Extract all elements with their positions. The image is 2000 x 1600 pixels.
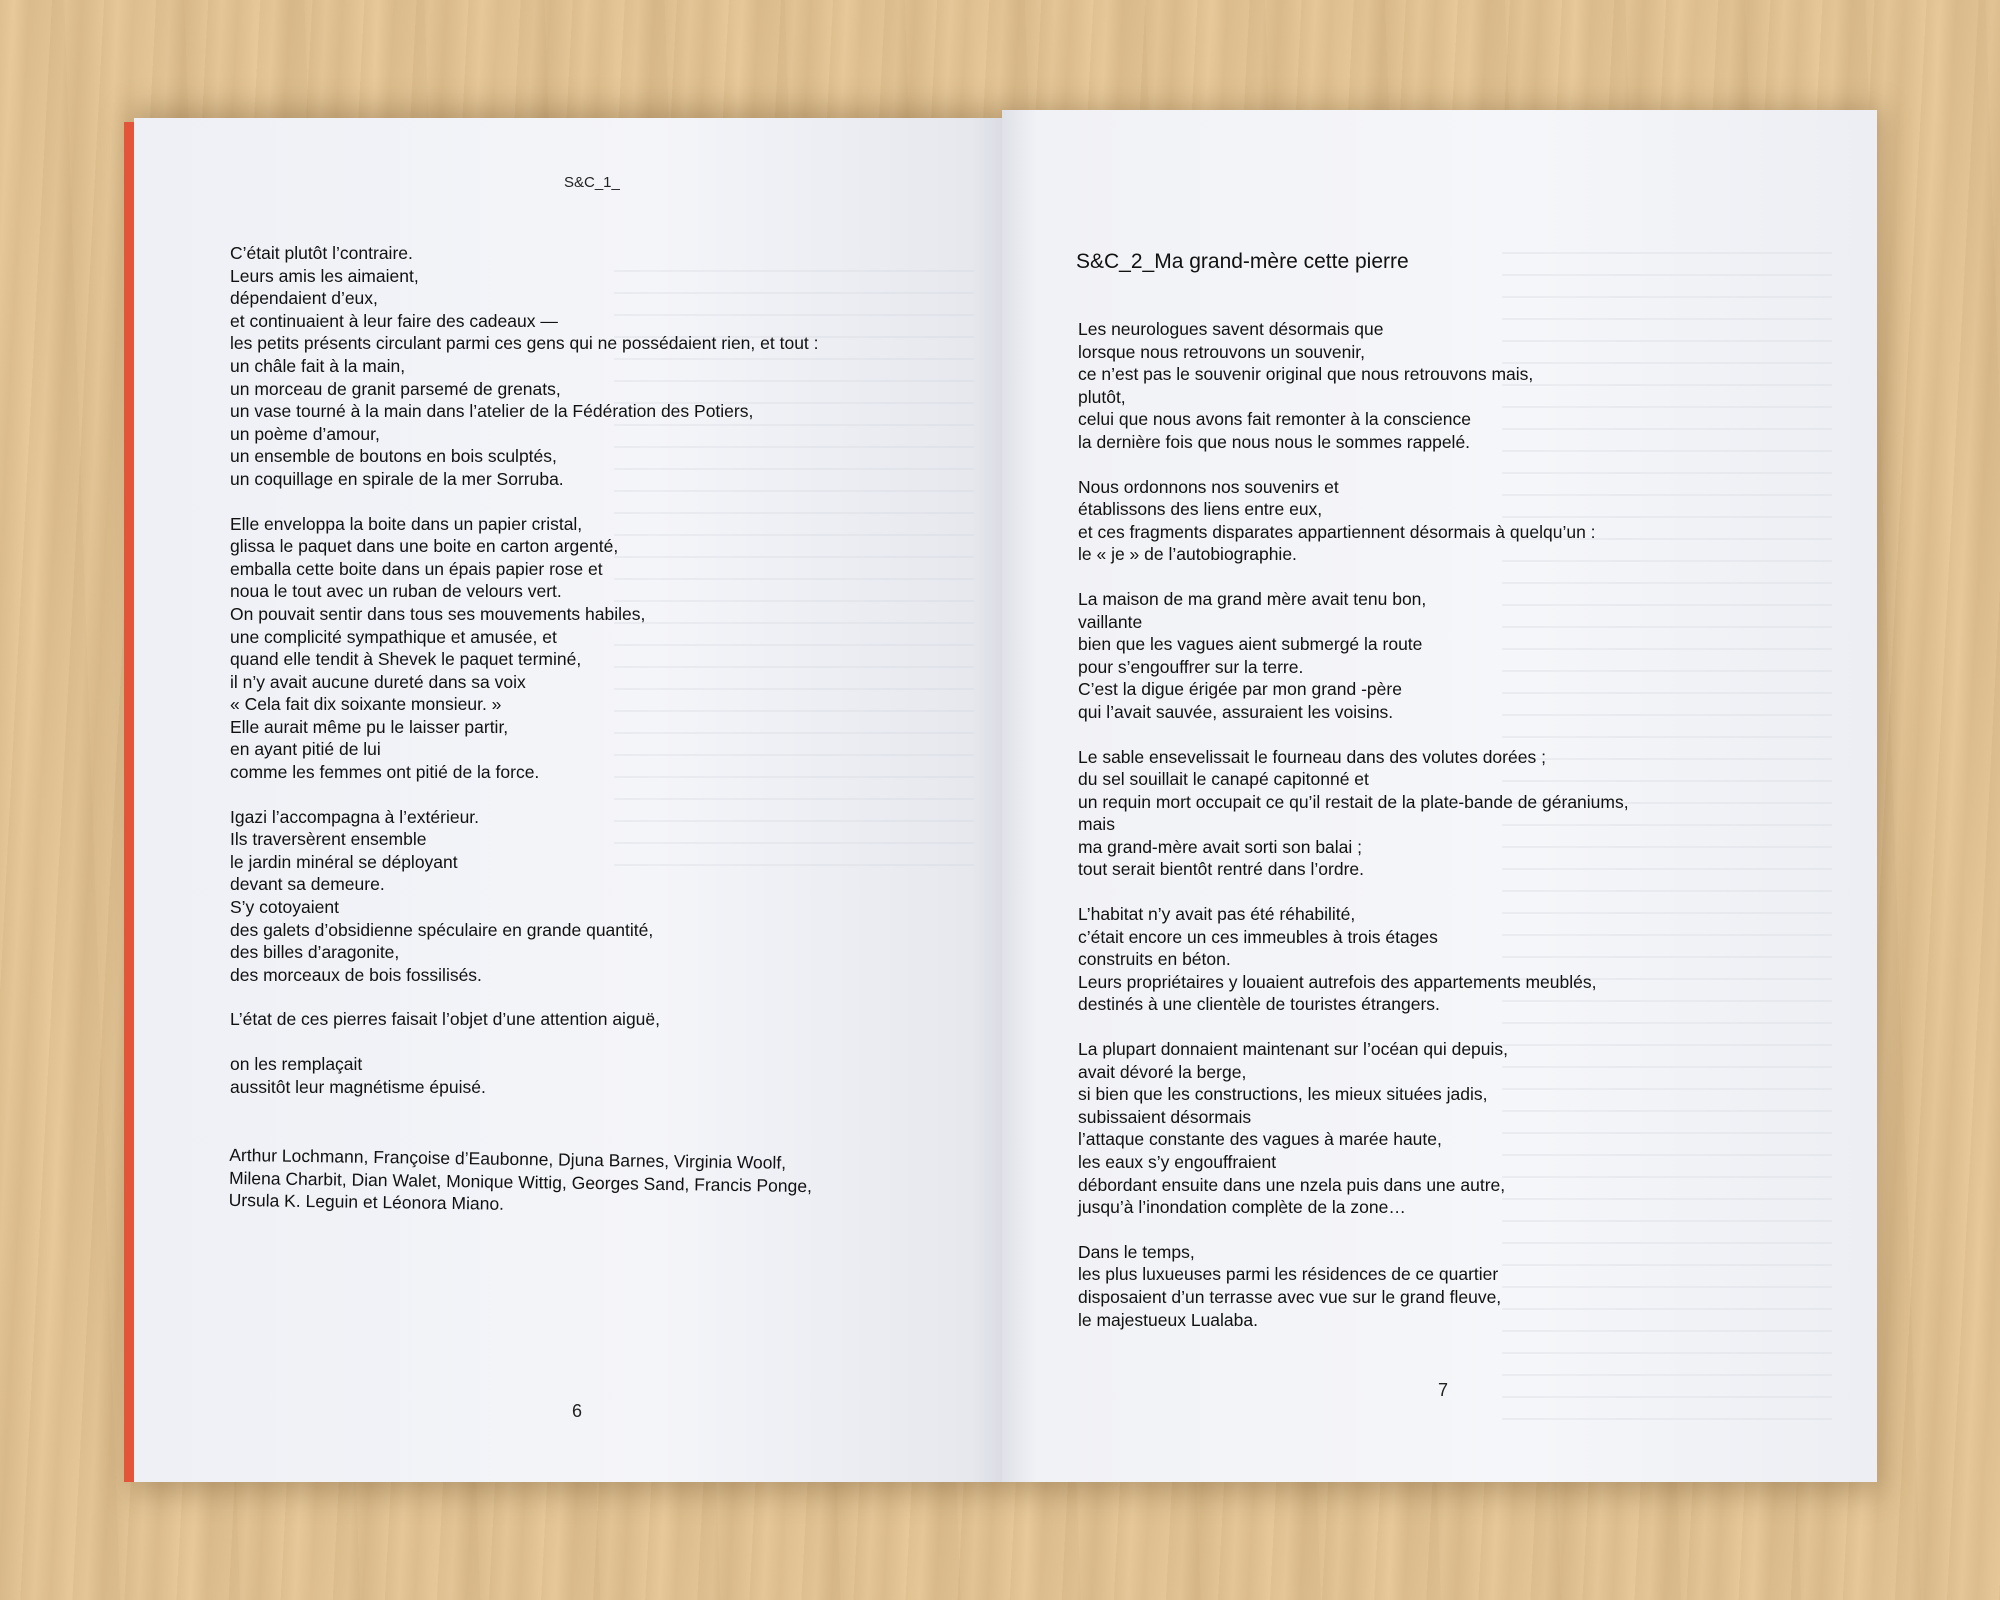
text-line: un vase tourné à la main dans l’atelier de la Fédération des Potiers, [230,401,754,422]
text-line: Ursula K. Leguin et Léonora Miano. [228,1190,505,1214]
text-line: On pouvait sentir dans tous ses mouvements habiles, [230,603,646,624]
text-line: subissaient désormais [1078,1106,1252,1127]
text-line: lorsque nous retrouvons un souvenir, [1078,341,1365,362]
text-line: tout serait bientôt rentré dans l’ordre. [1078,859,1364,880]
text-line: un ensemble de boutons en bois sculptés, [230,446,557,467]
text-line: Igazi l’accompagna à l’extérieur. [230,806,480,827]
running-header-left: S&C_1_ [564,174,620,191]
left-page [134,118,1006,1482]
text-line: La plupart donnaient maintenant sur l’océan qui depuis, [1078,1039,1509,1060]
text-line: Nous ordonnons nos souvenirs et [1078,476,1339,497]
text-line: qui l’avait sauvée, assuraient les voisins. [1078,701,1394,722]
text-line: débordant ensuite dans une nzela puis dans une autre, [1078,1174,1506,1195]
text-line: noua le tout avec un ruban de velours vert. [230,581,562,602]
text-line: emballa cette boite dans un épais papier rose et [230,558,603,579]
text-line: il n’y avait aucune dureté dans sa voix [230,671,526,692]
text-line: celui que nous avons fait remonter à la conscience [1078,409,1472,430]
stanza-break [1078,1016,1629,1038]
left-body-text [230,242,819,1098]
text-line: un châle fait à la main, [230,355,406,376]
text-line: Les neurologues savent désormais que [1078,319,1384,339]
text-line: quand elle tendit à Shevek le paquet terminé, [230,649,582,670]
stanza-break [1078,566,1629,588]
text-line: Elle aurait même pu le laisser partir, [230,716,509,737]
text-line: C’est la digue érigée par mon grand -père [1078,679,1402,700]
stanza-break [1078,1219,1629,1241]
text-line: La maison de ma grand mère avait tenu bon, [1078,588,1427,609]
text-line: Milena Charbit, Dian Walet, Monique Wittig, Georges Sand, Francis Ponge, [228,1167,813,1196]
chapter-title: S&C_2_Ma grand-mère cette pierre [1076,250,1409,273]
text-line: pour s’engouffrer sur la terre. [1078,656,1304,677]
text-line: plutôt, [1078,386,1126,407]
stanza-break [1078,724,1629,746]
text-line: et continuaient à leur faire des cadeaux — [230,310,558,331]
text-line: et ces fragments disparates appartiennent désormais à quelqu’un : [1078,521,1596,542]
text-line: du sel souillait le canapé capitonné et [1078,769,1369,790]
text-line: aussitôt leur magnétisme épuisé. [230,1076,486,1097]
stanza-break [230,986,819,1008]
text-line: destinés à une clientèle de touristes étrangers. [1078,994,1440,1015]
text-line: un poème d’amour, [230,423,380,444]
text-line: « Cela fait dix soixante monsieur. » [230,694,502,715]
text-line: un morceau de granit parsemé de grenats, [230,378,561,399]
text-line: une complicité sympathique et amusée, et [230,626,557,647]
text-line: ma grand-mère avait sorti son balai ; [1078,836,1363,857]
text-line: le « je » de l’autobiographie. [1078,544,1297,565]
text-line: L’état de ces pierres faisait l’objet d’une attention aiguë, [230,1009,661,1030]
text-line: on les remplaçait [230,1054,363,1074]
text-line: comme les femmes ont pitié de la force. [230,762,540,783]
text-line: le majestueux Lualaba. [1078,1309,1258,1330]
right-page [1002,110,1877,1482]
text-line: si bien que les constructions, les mieux situées jadis, [1078,1084,1488,1105]
stanza-break [1078,454,1629,476]
text-line: établissons des liens entre eux, [1078,499,1323,520]
text-line: S’y cotoyaient [230,897,339,918]
text-line: en ayant pitié de lui [230,739,381,760]
text-line: les petits présents circulant parmi ces gens qui ne possédaient rien, et tout : [230,333,819,354]
text-line: les eaux s’y engouffraient [1078,1152,1277,1172]
text-line: un requin mort occupait ce qu’il restait de la plate-bande de géraniums, [1078,791,1629,812]
right-body-text [1078,318,1629,1331]
text-line: avait dévoré la berge, [1078,1061,1247,1082]
text-line: devant sa demeure. [230,874,385,895]
text-line: vaillante [1078,611,1143,632]
stanza-break [1078,881,1629,903]
text-line: L’habitat n’y avait pas été réhabilité, [1078,904,1356,925]
text-line: la dernière fois que nous nous le sommes rappelé. [1078,431,1471,452]
stanza-break [230,1031,819,1053]
bibliography [229,1144,813,1220]
text-line: Leurs amis les aimaient, [230,265,419,286]
stanza-break [230,784,819,806]
page-number-right: 7 [1438,1380,1449,1400]
text-line: Elle enveloppa la boite dans un papier cristal, [230,513,583,534]
text-line: construits en béton. [1078,949,1231,970]
page-number-left: 6 [572,1401,583,1421]
text-line: des galets d’obsidienne spéculaire en grande quantité, [230,919,654,940]
text-line: Leurs propriétaires y louaient autrefois des appartements meublés, [1078,971,1597,992]
text-line: un coquillage en spirale de la mer Sorruba. [230,468,564,489]
text-line: ce n’est pas le souvenir original que nous retrouvons mais, [1078,364,1534,385]
text-line: dépendaient d’eux, [230,288,378,309]
text-line: les plus luxueuses parmi les résidences de ce quartier [1078,1264,1499,1285]
text-line: C’était plutôt l’contraire. [230,243,413,263]
text-line: des morceaux de bois fossilisés. [230,964,482,985]
text-line: disposaient d’un terrasse avec vue sur le grand fleuve, [1078,1286,1502,1307]
text-line: bien que les vagues aient submergé la route [1078,634,1423,655]
text-line: jusqu’à l’inondation complète de la zone… [1078,1197,1406,1218]
text-line: des billes d’aragonite, [230,942,400,963]
text-line: l’attaque constante des vagues à marée haute, [1078,1129,1442,1150]
text-line: Le sable ensevelissait le fourneau dans des volutes dorées ; [1078,746,1546,767]
text-line: Dans le temps, [1078,1241,1195,1262]
text-line: le jardin minéral se déployant [230,851,458,872]
text-line: Arthur Lochmann, Françoise d’Eaubonne, Djuna Barnes, Virginia Woolf, [229,1144,787,1173]
stanza-break [230,491,819,513]
text-line: glissa le paquet dans une boite en carton argenté, [230,536,619,557]
text-line: c’était encore un ces immeubles à trois étages [1078,926,1438,947]
text-line: mais [1078,814,1115,835]
text-line: Ils traversèrent ensemble [230,829,427,850]
